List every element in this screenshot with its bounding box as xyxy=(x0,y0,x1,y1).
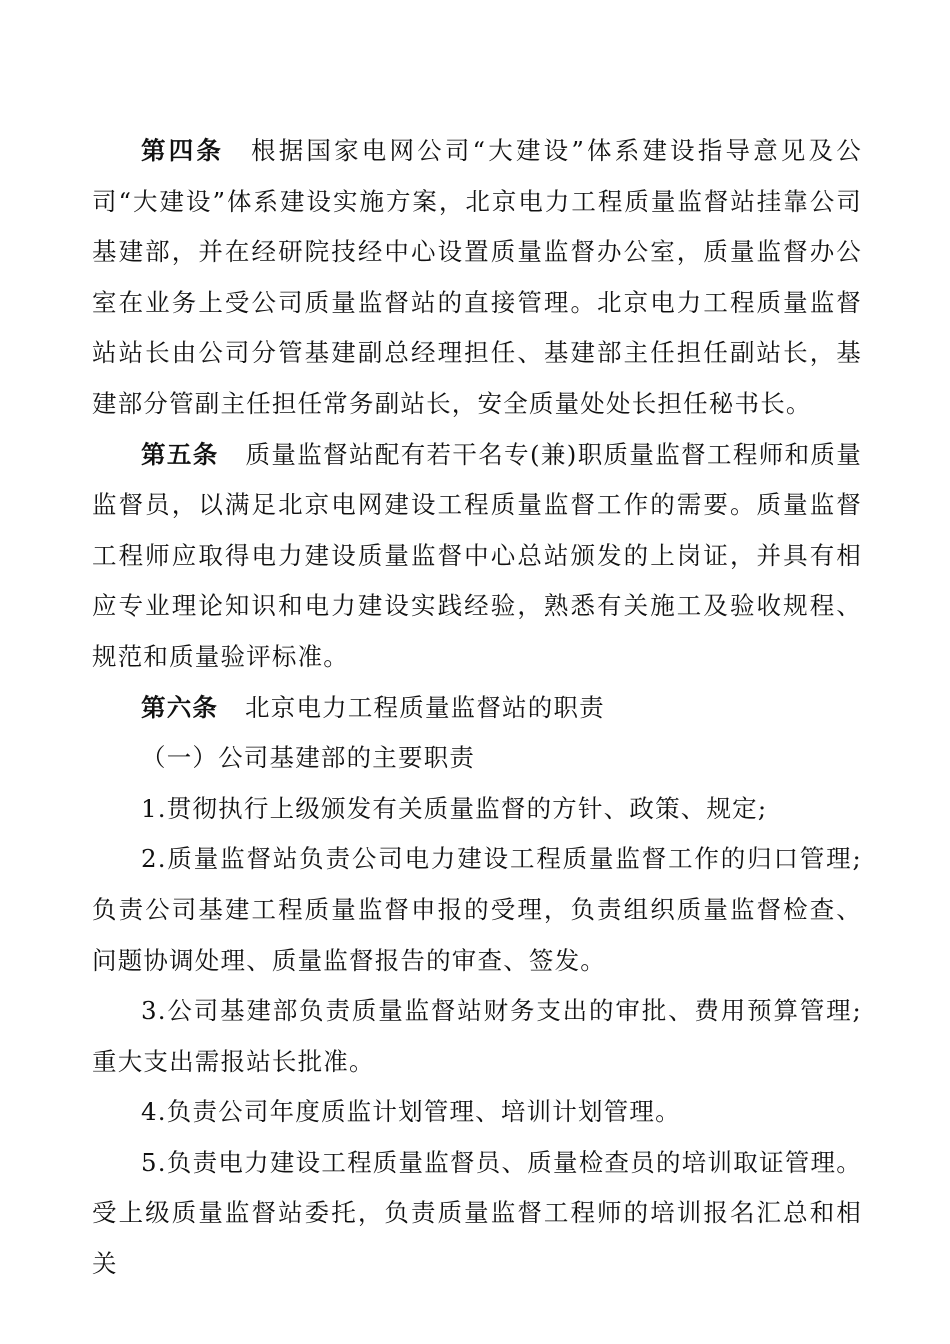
article-number: 第四条 xyxy=(141,136,225,165)
paragraph-text: 5.负责电力建设工程质量监督员、质量检查员的培训取证管理。受上级质量监督站委托，负责质量监督工程师的培训报名汇总和相关 xyxy=(92,1147,862,1279)
list-item xyxy=(92,834,862,986)
paragraph-text: 根据国家电网公司“大建设”体系建设指导意见及公司“大建设”体系建设实施方案，北京电力工程质量监督站挂靠公司基建部，并在经研院技经中心设置质量监督办公室，质量监督办公室在业务上受公司质量监督站的直接管理。北京电力工程质量监督站站长由公司分管基建副总经理担任、基建部主任担任副站长，基建部分管副主任担任常务副站长，安全质量处处长担任秘书长。 xyxy=(92,136,862,418)
paragraph-text: 3.公司基建部负责质量监督站财务支出的审批、费用预算管理;重大支出需报站长批准。 xyxy=(92,996,862,1076)
article-number: 第六条 xyxy=(141,692,219,722)
article-6-paragraph xyxy=(92,683,862,734)
paragraph-text: 北京电力工程质量监督站的职责 xyxy=(245,692,605,722)
paragraph-text: 4.负责公司年度质监计划管理、培训计划管理。 xyxy=(141,1097,681,1127)
paragraph-text: （一）公司基建部的主要职责 xyxy=(141,743,476,773)
article-4-paragraph xyxy=(92,126,862,430)
list-item xyxy=(92,784,862,835)
document-body xyxy=(92,126,862,1290)
list-item xyxy=(92,1138,862,1290)
article-5-paragraph xyxy=(92,430,862,683)
section-heading xyxy=(92,733,862,784)
article-number: 第五条 xyxy=(141,439,219,469)
paragraph-text: 1.贯彻执行上级颁发有关质量监督的方针、政策、规定; xyxy=(141,793,768,823)
list-item xyxy=(92,986,862,1087)
paragraph-text: 质量监督站配有若干名专(兼)职质量监督工程师和质量监督员，以满足北京电网建设工程质量监督工作的需要。质量监督工程师应取得电力建设质量监督中心总站颁发的上岗证，并具有相应专业理论知识和电力建设实践经验，熟悉有关施工及验收规程、规范和质量验评标准。 xyxy=(92,439,862,671)
list-item xyxy=(92,1087,862,1138)
paragraph-text: 2.质量监督站负责公司电力建设工程质量监督工作的归口管理;负责公司基建工程质量监督申报的受理，负责组织质量监督检查、问题协调处理、质量监督报告的审查、签发。 xyxy=(92,844,862,975)
